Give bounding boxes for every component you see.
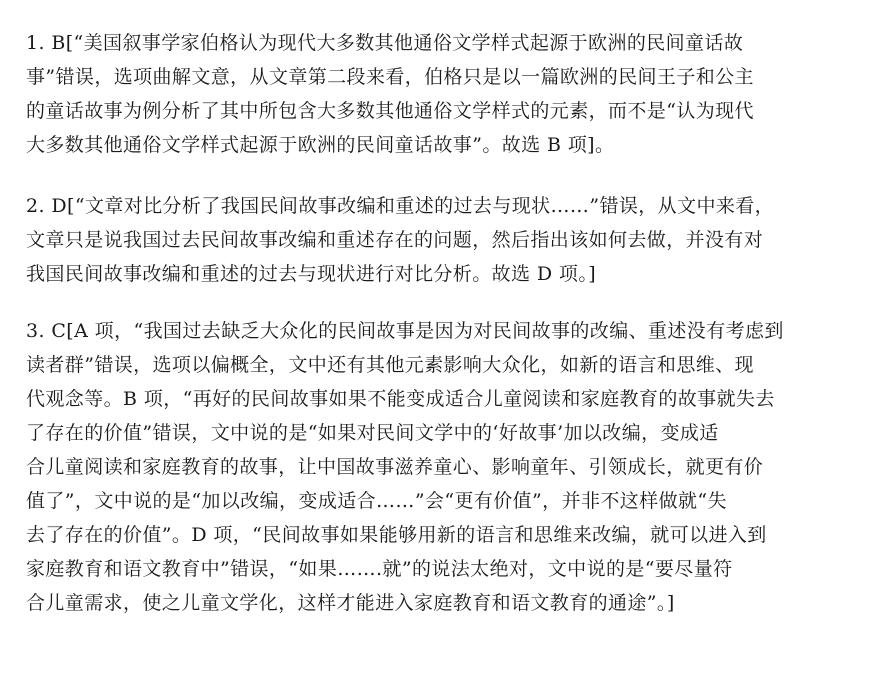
answer-1-line-3: 的童话故事为例分析了其中所包含大多数其他通俗文学样式的元素，而不是“认为现代	[26, 100, 754, 122]
answer-3-line-4: 了存在的价值”错误，文中说的是“如果对民间文学中的‘好故事’加以改编，变成适	[26, 422, 719, 444]
answer-2-line-1: 2. D[“文章对比分析了我国民间故事改编和重述的过去与现状……”错误，从文中来看，	[26, 195, 775, 217]
answer-3-line-8: 家庭教育和语文教育中”错误，“如果…….就”的说法太绝对，文中说的是“要尽量符	[26, 558, 733, 580]
answer-2-paragraph	[26, 189, 774, 291]
answer-3-line-6: 值了”，文中说的是“加以改编，变成适合……”会“更有价值”，并非不这样做就“失	[26, 490, 727, 512]
answer-3-line-7: 去了存在的价值”。D 项，“民间故事如果能够用新的语言和思维来改编，就可以进入到	[26, 524, 767, 546]
answer-3-paragraph	[26, 314, 784, 620]
answer-2-line-2: 文章只是说我国过去民间故事改编和重述存在的问题，然后指出该如何去做，并没有对	[26, 229, 764, 251]
answer-2-line-3: 我国民间故事改编和重述的过去与现状进行对比分析。故选 D 项。]	[26, 263, 597, 285]
answer-3-line-9: 合儿童需求，使之儿童文学化，这样才能进入家庭教育和语文教育的通途”。]	[26, 592, 675, 614]
answer-3-line-5: 合儿童阅读和家庭教育的故事，让中国故事滋养童心、影响童年、引领成长，就更有价	[26, 456, 764, 478]
answer-1-line-2: 事”错误，选项曲解文意，从文章第二段来看，伯格只是以一篇欧洲的民间王子和公主	[26, 66, 754, 88]
answer-3-line-3: 代观念等。B 项，“再好的民间故事如果不能变成适合儿童阅读和家庭教育的故事就失去	[26, 388, 775, 410]
answer-1-paragraph	[26, 26, 754, 162]
answer-1-line-4: 大多数其他通俗文学样式起源于欧洲的民间童话故事”。故选 B 项]。	[26, 134, 615, 156]
answer-1-line-1: 1. B[“美国叙事学家伯格认为现代大多数其他通俗文学样式起源于欧洲的民间童话故	[26, 32, 744, 54]
answer-3-line-2: 读者群”错误，选项以偏概全，文中还有其他元素影响大众化，如新的语言和思维、现	[26, 354, 754, 376]
answer-3-line-1: 3. C[A 项，“我国过去缺乏大众化的民间故事是因为对民间故事的改编、重述没有考虑到	[26, 320, 784, 342]
